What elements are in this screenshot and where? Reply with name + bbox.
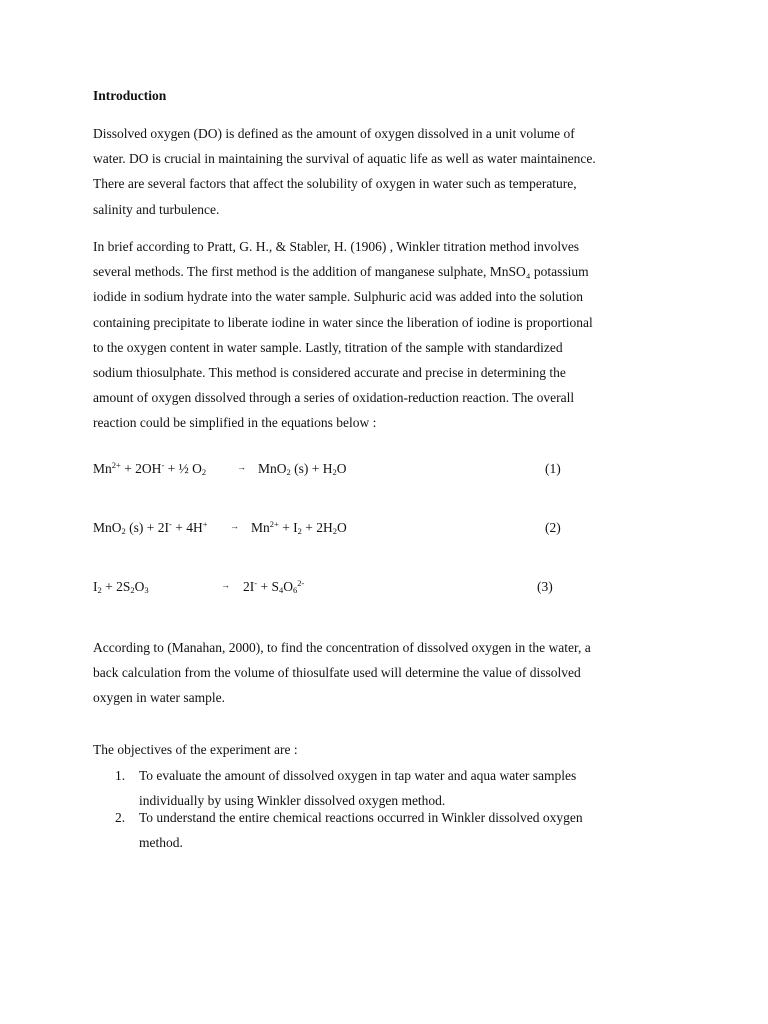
list-item: [93, 805, 693, 855]
objectives-list: [93, 763, 693, 850]
equation-number: (2): [545, 520, 561, 535]
text-line: Dissolved oxygen (DO) is defined as the amount of oxygen dissolved in a unit volume of: [93, 126, 575, 141]
text-line: containing precipitate to liberate iodine in water since the liberation of iodine is proportional: [93, 314, 593, 330]
text-line: amount of oxygen dissolved through a series of oxidation-reduction reaction. The overall: [93, 390, 575, 406]
equation-2: [93, 520, 693, 542]
text-line: According to (Manahan, 2000), to find the concentration of dissolved oxygen in the water, a: [93, 640, 591, 655]
equation-number: (3): [537, 579, 553, 594]
text-line: In brief according to Pratt, G. H., & Stabler, H. (1906) , Winkler titration method involves: [93, 239, 580, 254]
equation-lhs: MnO$_2$ (s) + 2I- + 4H+: [93, 519, 208, 536]
equation-rhs: $2I^- + S_4O_6^{2-}$: [243, 578, 305, 595]
equation-rhs: MnO$_2$ $(s) + H_2O$: [258, 461, 347, 477]
text-line: iodide in sodium hydrate into the water sample. Sulphuric acid was added into the solution: [93, 289, 584, 305]
text-line: oxygen in water sample.: [93, 690, 225, 706]
arrow-icon: →: [221, 580, 230, 590]
equation-number: (1): [545, 461, 561, 476]
text-line: There are several factors that affect the solubility of oxygen in water such as temperature,: [93, 176, 577, 192]
list-item-line: To understand the entire chemical reactions occurred in Winkler dissolved oxygen: [139, 810, 583, 825]
list-item-line: individually by using Winkler dissolved oxygen method.: [139, 793, 446, 808]
arrow-icon: →: [230, 521, 239, 531]
arrow-icon: →: [237, 462, 246, 472]
text-line: to the oxygen content in water sample. Lastly, titration of the sample with standardized: [93, 339, 563, 355]
list-item-line: method.: [139, 835, 183, 850]
equation-lhs: $I_2 + 2S_2O_3$: [93, 579, 149, 595]
list-item-line: To evaluate the amount of dissolved oxygen in tap water and aqua water samples: [139, 768, 577, 783]
paragraph-manahan: [93, 635, 683, 711]
text-line: water. DO is crucial in maintaining the survival of aquatic life as well as water maintainence.: [93, 151, 596, 167]
equation-3: [93, 579, 693, 601]
text-line: sodium thiosulphate. This method is considered accurate and precise in determining the: [93, 365, 566, 381]
list-item-number: 1.: [115, 768, 126, 783]
paragraph-winkler-method: [93, 234, 683, 436]
text-line: reaction could be simplified in the equations below :: [93, 415, 377, 431]
objectives-intro: The objectives of the experiment are :: [93, 742, 298, 757]
text-line: several methods. The first method is the addition of manganese sulphate, MnSO₄ potassium: [93, 264, 589, 280]
text-line: back calculation from the volume of thiosulfate used will determine the value of dissolved: [93, 665, 581, 681]
equation-1: [93, 461, 693, 483]
equation-rhs: $Mn^{2+} + I_2 + 2H_2O$: [251, 519, 347, 536]
equation-lhs: $Mn^{2+} + 2OH^-$ + ½ $O_2$: [93, 460, 207, 477]
section-heading: Introduction: [93, 88, 167, 103]
paragraph-definition: [93, 121, 683, 222]
text-line: salinity and turbulence.: [93, 201, 220, 217]
list-item-number: 2.: [115, 810, 126, 825]
